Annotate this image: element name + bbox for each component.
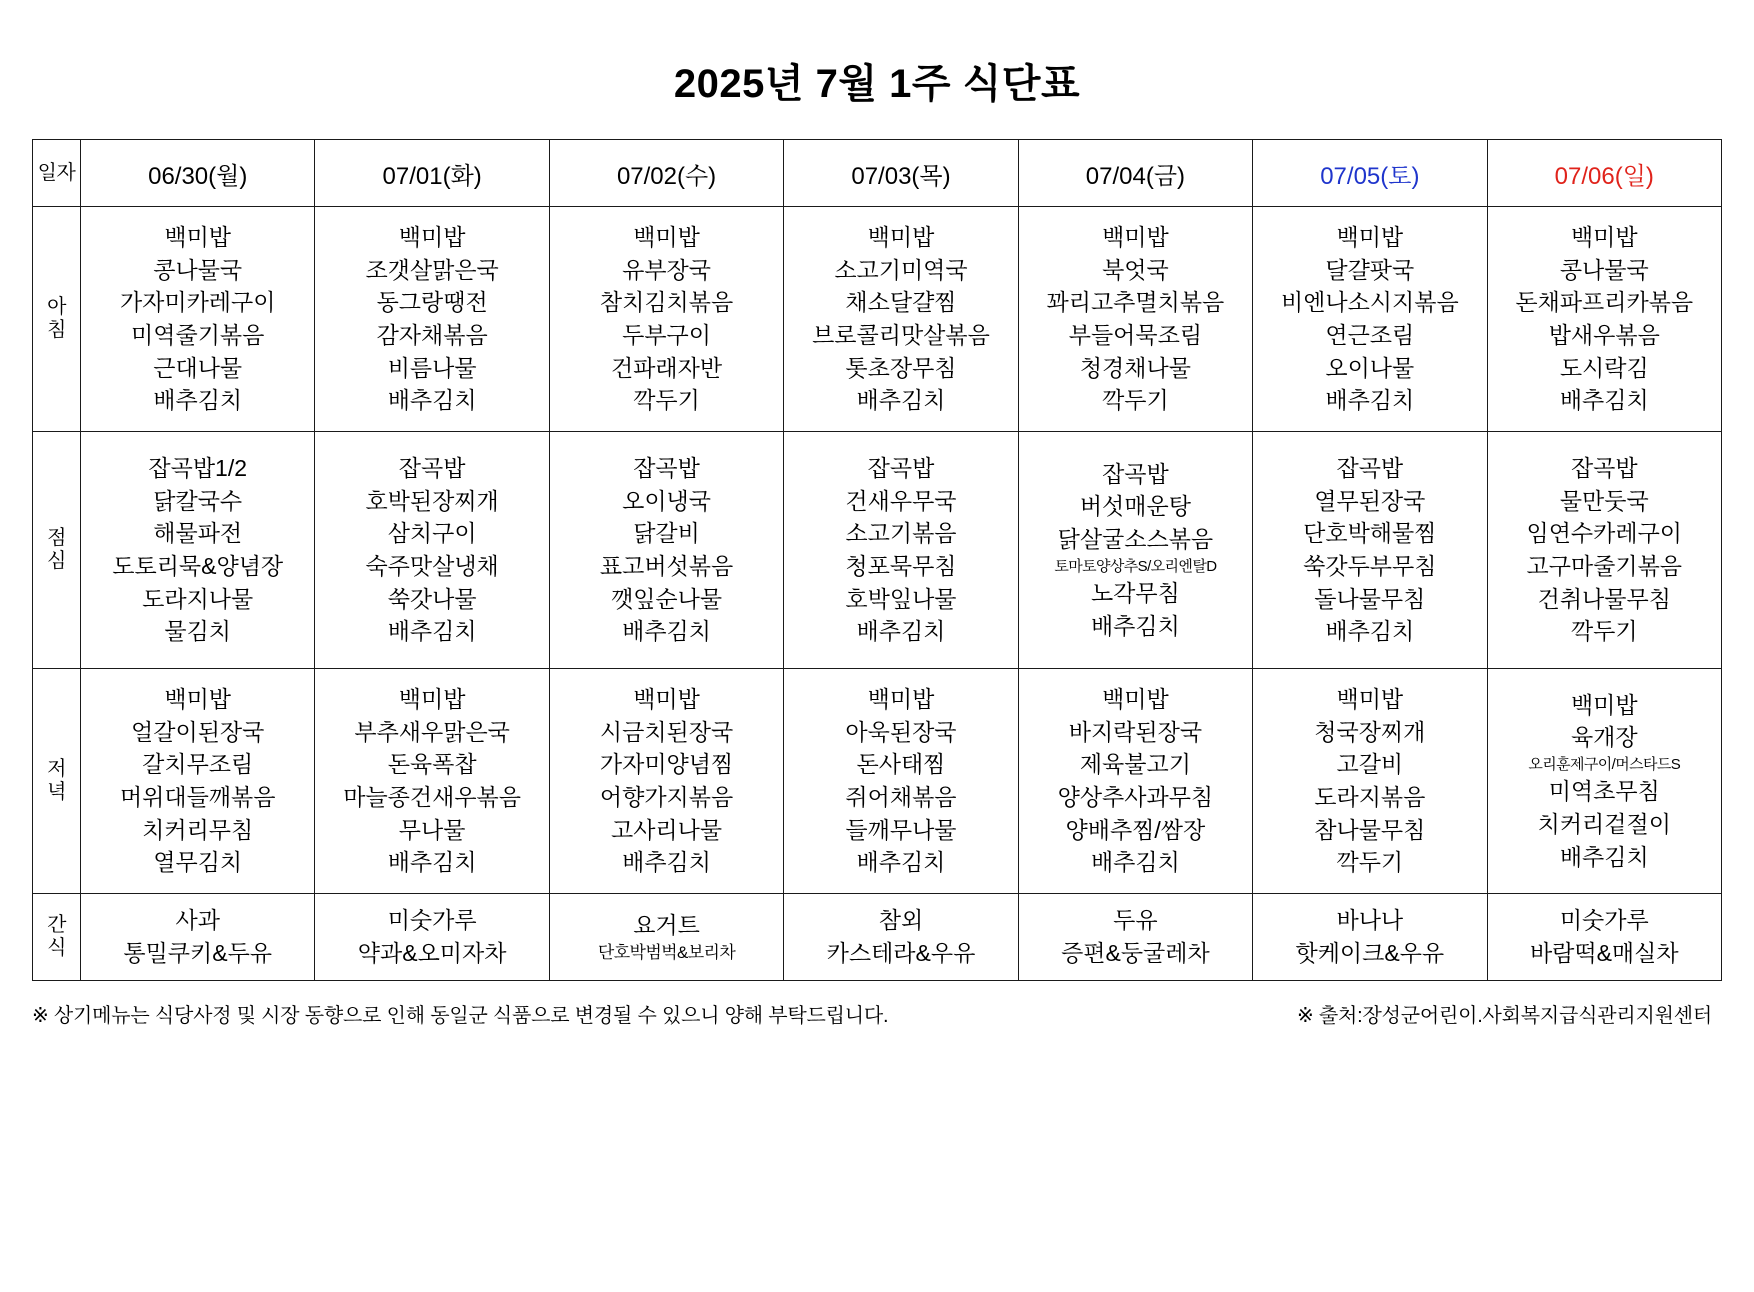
menu-item: 단호박해물찜 [1303, 520, 1437, 547]
menu-item: 오리훈제구이/머스타드S [1528, 756, 1681, 774]
menu-item: 돈채파프리카볶음 [1515, 289, 1694, 316]
menu-item: 브로콜리맛살볶음 [812, 322, 990, 348]
menu-item: 감자채볶음 [376, 322, 488, 348]
menu-item: 백미밥 [633, 224, 700, 251]
menu-item: 잡곡밥 [633, 455, 700, 482]
menu-item: 부추새우맑은국 [354, 718, 510, 745]
menu-item: 참외 [878, 907, 924, 934]
meal-cell [1487, 432, 1721, 669]
menu-item: 백미밥 [164, 224, 232, 251]
menu-item: 콩나물국 [1559, 256, 1649, 283]
menu-item: 백미밥 [1570, 224, 1638, 251]
menu-item: 조갯살맑은국 [365, 256, 499, 283]
menu-item: 고사리나물 [611, 816, 723, 843]
menu-item: 치커리무침 [142, 816, 254, 843]
menu-item: 배추김치 [1559, 387, 1649, 414]
menu-item: 양배추찜/쌈장 [1065, 816, 1206, 843]
menu-item: 가자미카레구이 [119, 289, 276, 316]
menu-item: 숙주맛살냉채 [365, 553, 499, 579]
menu-item: 잡곡밥 [1102, 460, 1169, 487]
column-header-date: 일자 [33, 140, 81, 207]
menu-item: 배추김치 [622, 849, 711, 876]
menu-item: 채소달걀찜 [845, 289, 957, 316]
menu-item: 가자미양념찜 [599, 751, 734, 778]
meal-cell [1018, 432, 1252, 669]
table-row-lunch [33, 432, 1722, 669]
menu-item: 백미밥 [1570, 691, 1638, 718]
date-header-sun: 07/06(일) [1487, 140, 1721, 207]
menu-item: 참나물무침 [1314, 816, 1426, 843]
menu-item: 근대나물 [153, 354, 243, 381]
menu-item: 청국장찌개 [1314, 718, 1426, 745]
meal-cell [1253, 894, 1487, 981]
meal-cell [1018, 894, 1252, 981]
menu-item: 백미밥 [633, 686, 700, 713]
menu-item: 동그랑땡전 [376, 289, 488, 316]
meal-cell [549, 432, 783, 669]
meal-cell [784, 207, 1018, 432]
menu-item: 사과 [175, 907, 220, 934]
date-header-sat: 07/05(토) [1253, 140, 1487, 207]
menu-item: 어향가지볶음 [599, 784, 734, 810]
menu-item: 쑥갓나물 [387, 585, 477, 612]
table-header-row [33, 140, 1722, 207]
menu-item: 무나물 [398, 816, 466, 843]
menu-item: 돈사태찜 [856, 751, 946, 778]
meal-cell [1018, 207, 1252, 432]
menu-item: 달걀팟국 [1325, 256, 1415, 283]
menu-item: 건파래자반 [611, 354, 723, 381]
meal-cell [784, 894, 1018, 981]
menu-item: 도라지나물 [142, 585, 254, 612]
meal-cell [549, 894, 783, 981]
menu-item: 콩나물국 [153, 256, 243, 283]
menu-item: 열무된장국 [1314, 487, 1426, 514]
menu-item: 소고기볶음 [845, 520, 957, 547]
menu-item: 백미밥 [1102, 224, 1169, 251]
menu-item: 고갈비 [1336, 751, 1404, 778]
menu-item: 토마토양상추S/오리엔탈D [1054, 557, 1217, 575]
menu-item: 백미밥 [398, 686, 466, 713]
menu-item: 건새우무국 [845, 487, 957, 514]
menu-item: 배추김치 [1090, 849, 1180, 876]
menu-item: 잡곡밥 [867, 455, 935, 482]
page-title: 2025년 7월 1주 식단표 [673, 62, 1081, 106]
meal-cell [1253, 669, 1487, 894]
menu-item: 오이냉국 [622, 487, 711, 514]
meal-cell [549, 669, 783, 894]
menu-item: 배추김치 [856, 849, 946, 876]
menu-item: 깻잎순나물 [611, 585, 723, 612]
menu-item: 건취나물무침 [1537, 585, 1671, 612]
menu-item: 머위대들깨볶음 [119, 784, 276, 810]
footer [32, 999, 1722, 1028]
menu-item: 도라지볶음 [1314, 784, 1426, 810]
menu-item: 참치김치볶음 [599, 289, 734, 316]
meal-cell [1253, 207, 1487, 432]
menu-item: 노각무침 [1090, 579, 1180, 606]
meal-cell [784, 669, 1018, 894]
menu-item: 잡곡밥1/2 [148, 455, 248, 482]
menu-item: 미역줄기볶음 [131, 322, 265, 348]
menu-item: 청경채나물 [1079, 354, 1191, 381]
menu-item: 배추김치 [387, 849, 477, 876]
meal-cell [784, 432, 1018, 669]
meal-cell [315, 669, 549, 894]
meal-cell [1487, 669, 1721, 894]
menu-item: 도토리묵&양념장 [112, 553, 284, 579]
menu-item: 백미밥 [1102, 686, 1169, 713]
menu-item: 톳초장무침 [845, 354, 957, 381]
meal-cell [81, 894, 315, 981]
menu-item: 오이나물 [1325, 354, 1415, 381]
menu-item: 아욱된장국 [845, 718, 957, 745]
menu-item: 바람떡&매실차 [1529, 940, 1679, 966]
menu-item: 백미밥 [164, 686, 232, 713]
menu-item: 비엔나소시지볶음 [1280, 289, 1459, 316]
menu-item: 통밀쿠키&두유 [123, 940, 273, 966]
menu-item: 소고기미역국 [834, 256, 968, 283]
footer-note: ※ 상기메뉴는 식당사정 및 시장 동향으로 인해 동일군 식품으로 변경될 수 있으니 양해 부탁드립니다. [32, 1005, 889, 1027]
menu-item: 임연수카레구이 [1526, 520, 1683, 547]
menu-item: 배추김치 [1090, 612, 1180, 639]
menu-item: 닭갈비 [633, 520, 700, 547]
menu-item: 연근조림 [1325, 322, 1415, 348]
date-header-fri: 07/04(금) [1018, 140, 1252, 207]
menu-item: 배추김치 [153, 387, 243, 414]
meal-cell [315, 207, 549, 432]
menu-item: 꽈리고추멸치볶음 [1046, 289, 1225, 316]
date-header-mon: 06/30(월) [81, 140, 315, 207]
date-header-wed: 07/02(수) [549, 140, 783, 207]
menu-item: 호박된장찌개 [365, 487, 499, 514]
menu-item: 쥐어채볶음 [845, 784, 957, 810]
menu-item: 배추김치 [1325, 387, 1415, 414]
menu-item: 깍두기 [1570, 618, 1638, 645]
menu-item: 깍두기 [1102, 387, 1169, 414]
menu-item: 배추김치 [856, 618, 946, 645]
menu-item: 미숫가루 [387, 907, 477, 934]
menu-item: 미역초무침 [1548, 778, 1660, 805]
menu-item: 두유 [1113, 907, 1158, 934]
menu-item: 두부구이 [622, 322, 711, 348]
menu-item: 들깨무나물 [845, 816, 957, 843]
menu-item: 잡곡밥 [1570, 455, 1638, 482]
menu-item: 핫케이크&우유 [1295, 940, 1445, 966]
row-label-dinner: 저 녁 [33, 669, 81, 894]
menu-item: 물만둣국 [1559, 487, 1649, 514]
menu-item: 백미밥 [398, 224, 466, 251]
menu-item: 배추김치 [856, 387, 946, 414]
meal-cell [315, 432, 549, 669]
menu-item: 도시락김 [1559, 354, 1649, 381]
menu-item: 호박잎나물 [845, 585, 957, 612]
menu-item: 백미밥 [867, 224, 935, 251]
footer-source: ※ 출처:장성군어린이.사회복지급식관리지원센터 [1296, 1005, 1712, 1027]
menu-item: 카스테라&우유 [826, 940, 976, 966]
menu-item: 단호박범벅&보리차 [597, 943, 736, 963]
menu-item: 잡곡밥 [1336, 455, 1404, 482]
meal-cell [1487, 207, 1721, 432]
menu-item: 미숫가루 [1559, 907, 1649, 934]
menu-item: 마늘종건새우볶음 [343, 784, 521, 810]
meal-cell [81, 432, 315, 669]
table-row-breakfast [33, 207, 1722, 432]
menu-item: 요거트 [633, 911, 700, 938]
menu-item: 백미밥 [1336, 224, 1404, 251]
table-row-dinner [33, 669, 1722, 894]
meal-cell [1487, 894, 1721, 981]
meal-cell [549, 207, 783, 432]
menu-item: 고구마줄기볶음 [1526, 553, 1683, 579]
meal-cell [1018, 669, 1252, 894]
menu-item: 북엇국 [1102, 256, 1169, 283]
menu-item: 잡곡밥 [398, 455, 466, 482]
menu-document [0, 52, 1754, 1292]
menu-item: 바나나 [1336, 907, 1404, 934]
menu-item: 시금치된장국 [599, 718, 734, 745]
row-label-lunch: 점 심 [33, 432, 81, 669]
menu-item: 닭살굴소스볶음 [1057, 526, 1214, 553]
menu-item: 깍두기 [1336, 849, 1404, 876]
weekly-menu-table [32, 139, 1722, 981]
menu-item: 갈치무조림 [142, 751, 254, 778]
menu-item: 쑥갓두부무침 [1303, 553, 1437, 579]
menu-item: 청포묵무침 [845, 553, 957, 579]
menu-item: 밥새우볶음 [1548, 322, 1660, 348]
menu-item: 배추김치 [1325, 618, 1415, 645]
menu-item: 바지락된장국 [1068, 718, 1203, 745]
meal-cell [81, 669, 315, 894]
meal-cell [1253, 432, 1487, 669]
menu-item: 배추김치 [387, 387, 477, 414]
table-row-snack [33, 894, 1722, 981]
menu-item: 삼치구이 [387, 520, 477, 547]
row-label-breakfast: 아 침 [33, 207, 81, 432]
menu-item: 증편&둥굴레차 [1061, 940, 1210, 966]
date-header-thu: 07/03(목) [784, 140, 1018, 207]
menu-item: 약과&오미자차 [357, 940, 507, 966]
menu-item: 백미밥 [1336, 686, 1404, 713]
menu-item: 육개장 [1570, 724, 1638, 751]
menu-item: 제육불고기 [1079, 751, 1191, 778]
menu-item: 돌나물무침 [1314, 585, 1426, 612]
menu-item: 백미밥 [867, 686, 935, 713]
menu-item: 돈육폭찹 [387, 751, 477, 778]
menu-item: 열무김치 [153, 849, 243, 876]
menu-item: 얼갈이된장국 [131, 718, 265, 745]
menu-item: 배추김치 [1559, 843, 1649, 870]
menu-item: 양상추사과무침 [1057, 784, 1214, 810]
meal-cell [81, 207, 315, 432]
menu-item: 부들어묵조림 [1068, 322, 1203, 348]
menu-item: 치커리겉절이 [1537, 810, 1671, 837]
menu-item: 깍두기 [633, 387, 700, 414]
menu-item: 배추김치 [622, 618, 711, 645]
date-header-tue: 07/01(화) [315, 140, 549, 207]
menu-item: 표고버섯볶음 [599, 553, 734, 579]
menu-item: 배추김치 [387, 618, 477, 645]
row-label-snack: 간 식 [33, 894, 81, 981]
menu-item: 비름나물 [387, 354, 477, 381]
meal-cell [315, 894, 549, 981]
menu-item: 해물파전 [153, 520, 243, 547]
menu-item: 물김치 [164, 618, 232, 645]
menu-item: 닭칼국수 [153, 487, 243, 514]
menu-item: 버섯매운탕 [1079, 493, 1191, 520]
menu-item: 유부장국 [622, 256, 711, 283]
